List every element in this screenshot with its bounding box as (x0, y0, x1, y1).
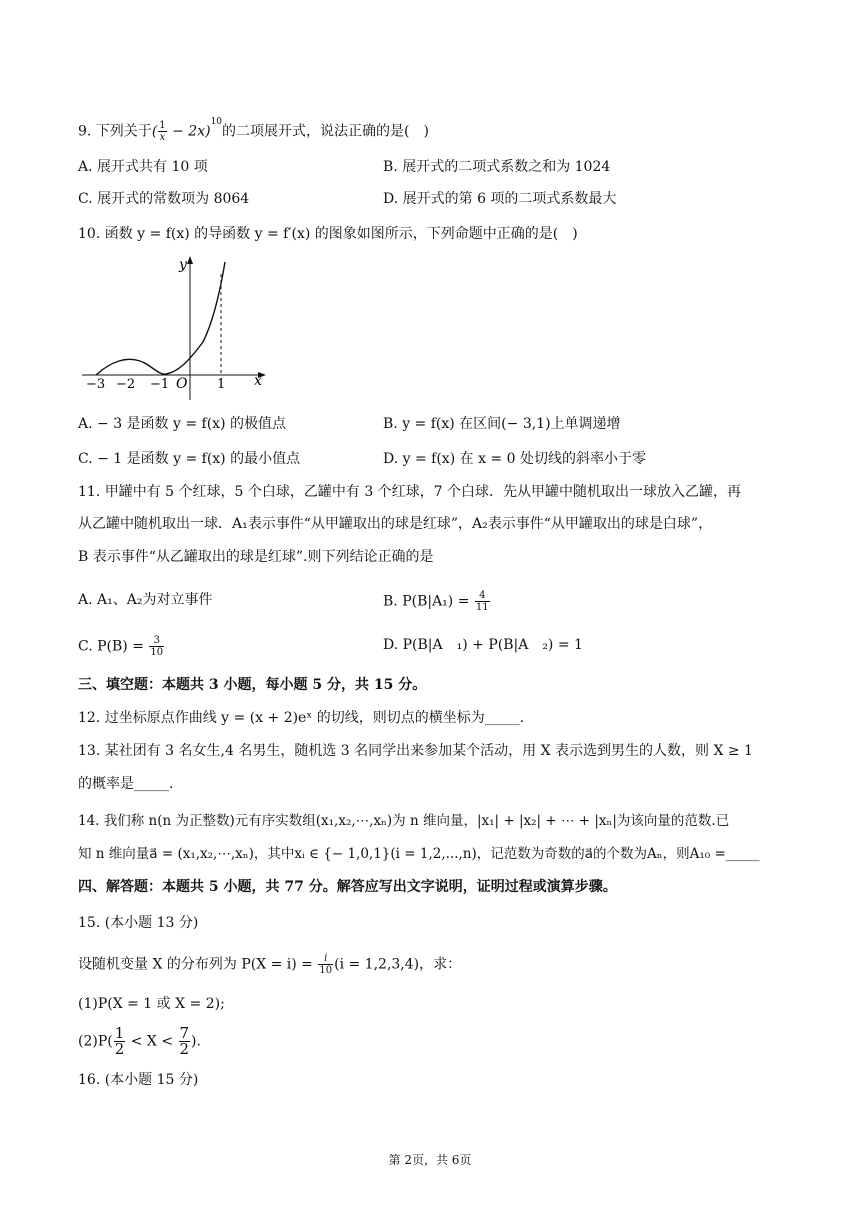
q9-prefix: 9. 下列关于 (78, 123, 152, 140)
q15-part2-mid: < X < (126, 1033, 178, 1050)
q15-f1-num: 1 (114, 1024, 125, 1042)
q11-line2: 从乙罐中随机取出一球．A₁表示事件“从甲罐取出的球是红球”，A₂表示事件“从甲罐取出的球是白球”， (78, 516, 713, 532)
tick-label-1: 1 (217, 377, 226, 392)
q15-f2-num: 7 (179, 1024, 190, 1042)
q9-option-d: D. 展开式的第 6 项的二项式系数最大 (383, 191, 617, 207)
q11-option-b-text: B. P(B|A₁) = (383, 593, 474, 610)
q15-part2 (78, 1026, 201, 1057)
q15-stem-pre: 设随机变量 X 的分布列为 P(X = i) = (78, 956, 318, 973)
q14-line2: 知 n 维向量a⃗ = (x₁,x₂,⋯,xₙ)，其中xᵢ ∈ {− 1,0,1}(i = 1,2,...,n)，记范数为奇数的a⃗的个数为Aₙ，则A₁₀ =_____ (78, 846, 760, 862)
q11-line1: 11. 甲罐中有 5 个红球，5 个白球，乙罐中有 3 个红球，7 个白球．先从甲罐中随机取出一球放入乙罐，再 (78, 484, 742, 500)
q15-f2-den: 2 (179, 1040, 190, 1058)
q15-part1: (1)P(X = 1 或 X = 2); (78, 996, 225, 1012)
q9-suffix: 的二项展开式，说法正确的是( ) (222, 123, 429, 140)
q15-part2-pre: (2)P( (78, 1033, 113, 1050)
q15-frac-num: i (318, 953, 333, 965)
q9-frac-num: 1 (159, 120, 166, 132)
q9-frac-den: x (159, 132, 166, 144)
q14-line1: 14. 我们称 n(n 为正整数)元有序实数组(x₁,x₂,⋯,xₙ)为 n 维向量，|x₁| + |x₂| + ⋯ + |xₙ|为该向量的范数.已 (78, 813, 730, 829)
q15-title: 15. (本小题 13 分) (78, 915, 199, 931)
section4-heading: 四、解答题：本题共 5 小题，共 77 分。解答应写出文字说明，证明过程或演算步骤。 (78, 879, 617, 895)
q11-c-den: 10 (150, 647, 164, 658)
tick-label-neg2: −2 (116, 377, 136, 392)
q10-option-c: C. − 1 是函数 y = f(x) 的最小值点 (78, 451, 301, 467)
q11-option-c-fraction (149, 635, 164, 658)
q13-line1: 13. 某社团有 3 名女生,4 名男生，随机选 3 名同学出来参加某个活动，用 X 表示选到男生的人数，则 X ≥ 1 (78, 743, 753, 759)
q11-b-den: 11 (475, 602, 489, 613)
q11-option-b-fraction (475, 590, 490, 613)
q10-derivative-graph (78, 252, 278, 402)
q9-option-c: C. 展开式的常数项为 8064 (78, 191, 250, 207)
x-axis-label: x (254, 373, 262, 389)
q11-option-c (78, 635, 165, 658)
q10-stem: 10. 函数 y = f(x) 的导函数 y = f′(x) 的图象如图所示，下列命题中正确的是( ) (78, 226, 578, 242)
q9-option-a: A. 展开式共有 10 项 (78, 159, 208, 175)
q15-part2-post: ). (191, 1033, 201, 1050)
q11-option-b (383, 590, 491, 613)
q15-stem-post: (i = 1,2,3,4)，求： (334, 956, 462, 973)
q11-option-a: A. A₁、A₂为对立事件 (78, 592, 213, 608)
section3-heading: 三、填空题：本题共 3 小题，每小题 5 分，共 15 分。 (78, 677, 427, 693)
q15-stem (78, 953, 461, 976)
y-axis-label: y (179, 257, 187, 273)
q15-f1-den: 2 (114, 1040, 125, 1058)
q10-option-b: B. y = f(x) 在区间(− 3,1)上单调递增 (383, 416, 621, 432)
q9-fraction (158, 120, 166, 143)
q11-line3: B 表示事件“从乙罐取出的球是红球”.则下列结论正确的是 (78, 549, 434, 565)
q10-option-d: D. y = f(x) 在 x = 0 处切线的斜率小于零 (383, 451, 646, 467)
page-footer: 第 2页，共 6页 (388, 1153, 472, 1167)
q11-b-num: 4 (475, 590, 490, 602)
q15-frac-den: 10 (319, 965, 333, 976)
y-axis-arrow (187, 256, 193, 264)
q15-part2-frac2 (179, 1026, 191, 1057)
q9-exponent: 10 (210, 117, 223, 127)
q15-stem-fraction (318, 953, 333, 976)
q15-part2-frac1 (114, 1026, 126, 1057)
q13-line2: 的概率是_____. (78, 776, 174, 792)
q9-stem (78, 118, 429, 143)
tick-label-neg1: −1 (150, 377, 170, 392)
q9-expr-open: ( (151, 123, 158, 140)
q11-option-c-text: C. P(B) = (78, 638, 149, 655)
tick-label-neg3: −3 (86, 377, 106, 392)
derivative-curve (96, 262, 225, 375)
q9-option-b: B. 展开式的二项式系数之和为 1024 (383, 159, 611, 175)
q10-option-a: A. − 3 是函数 y = f(x) 的极值点 (78, 416, 286, 432)
q12-text: 12. 过坐标原点作曲线 y = (x + 2)eˣ 的切线，则切点的横坐标为_____. (78, 710, 525, 726)
q11-c-num: 3 (149, 635, 164, 647)
q11-option-d: D. P(B|A ₁) + P(B|A ₂) = 1 (383, 637, 583, 653)
q9-expr-rest: − 2x) (167, 123, 211, 140)
origin-label: O (176, 376, 188, 392)
q16-title: 16. (本小题 15 分) (78, 1072, 199, 1088)
